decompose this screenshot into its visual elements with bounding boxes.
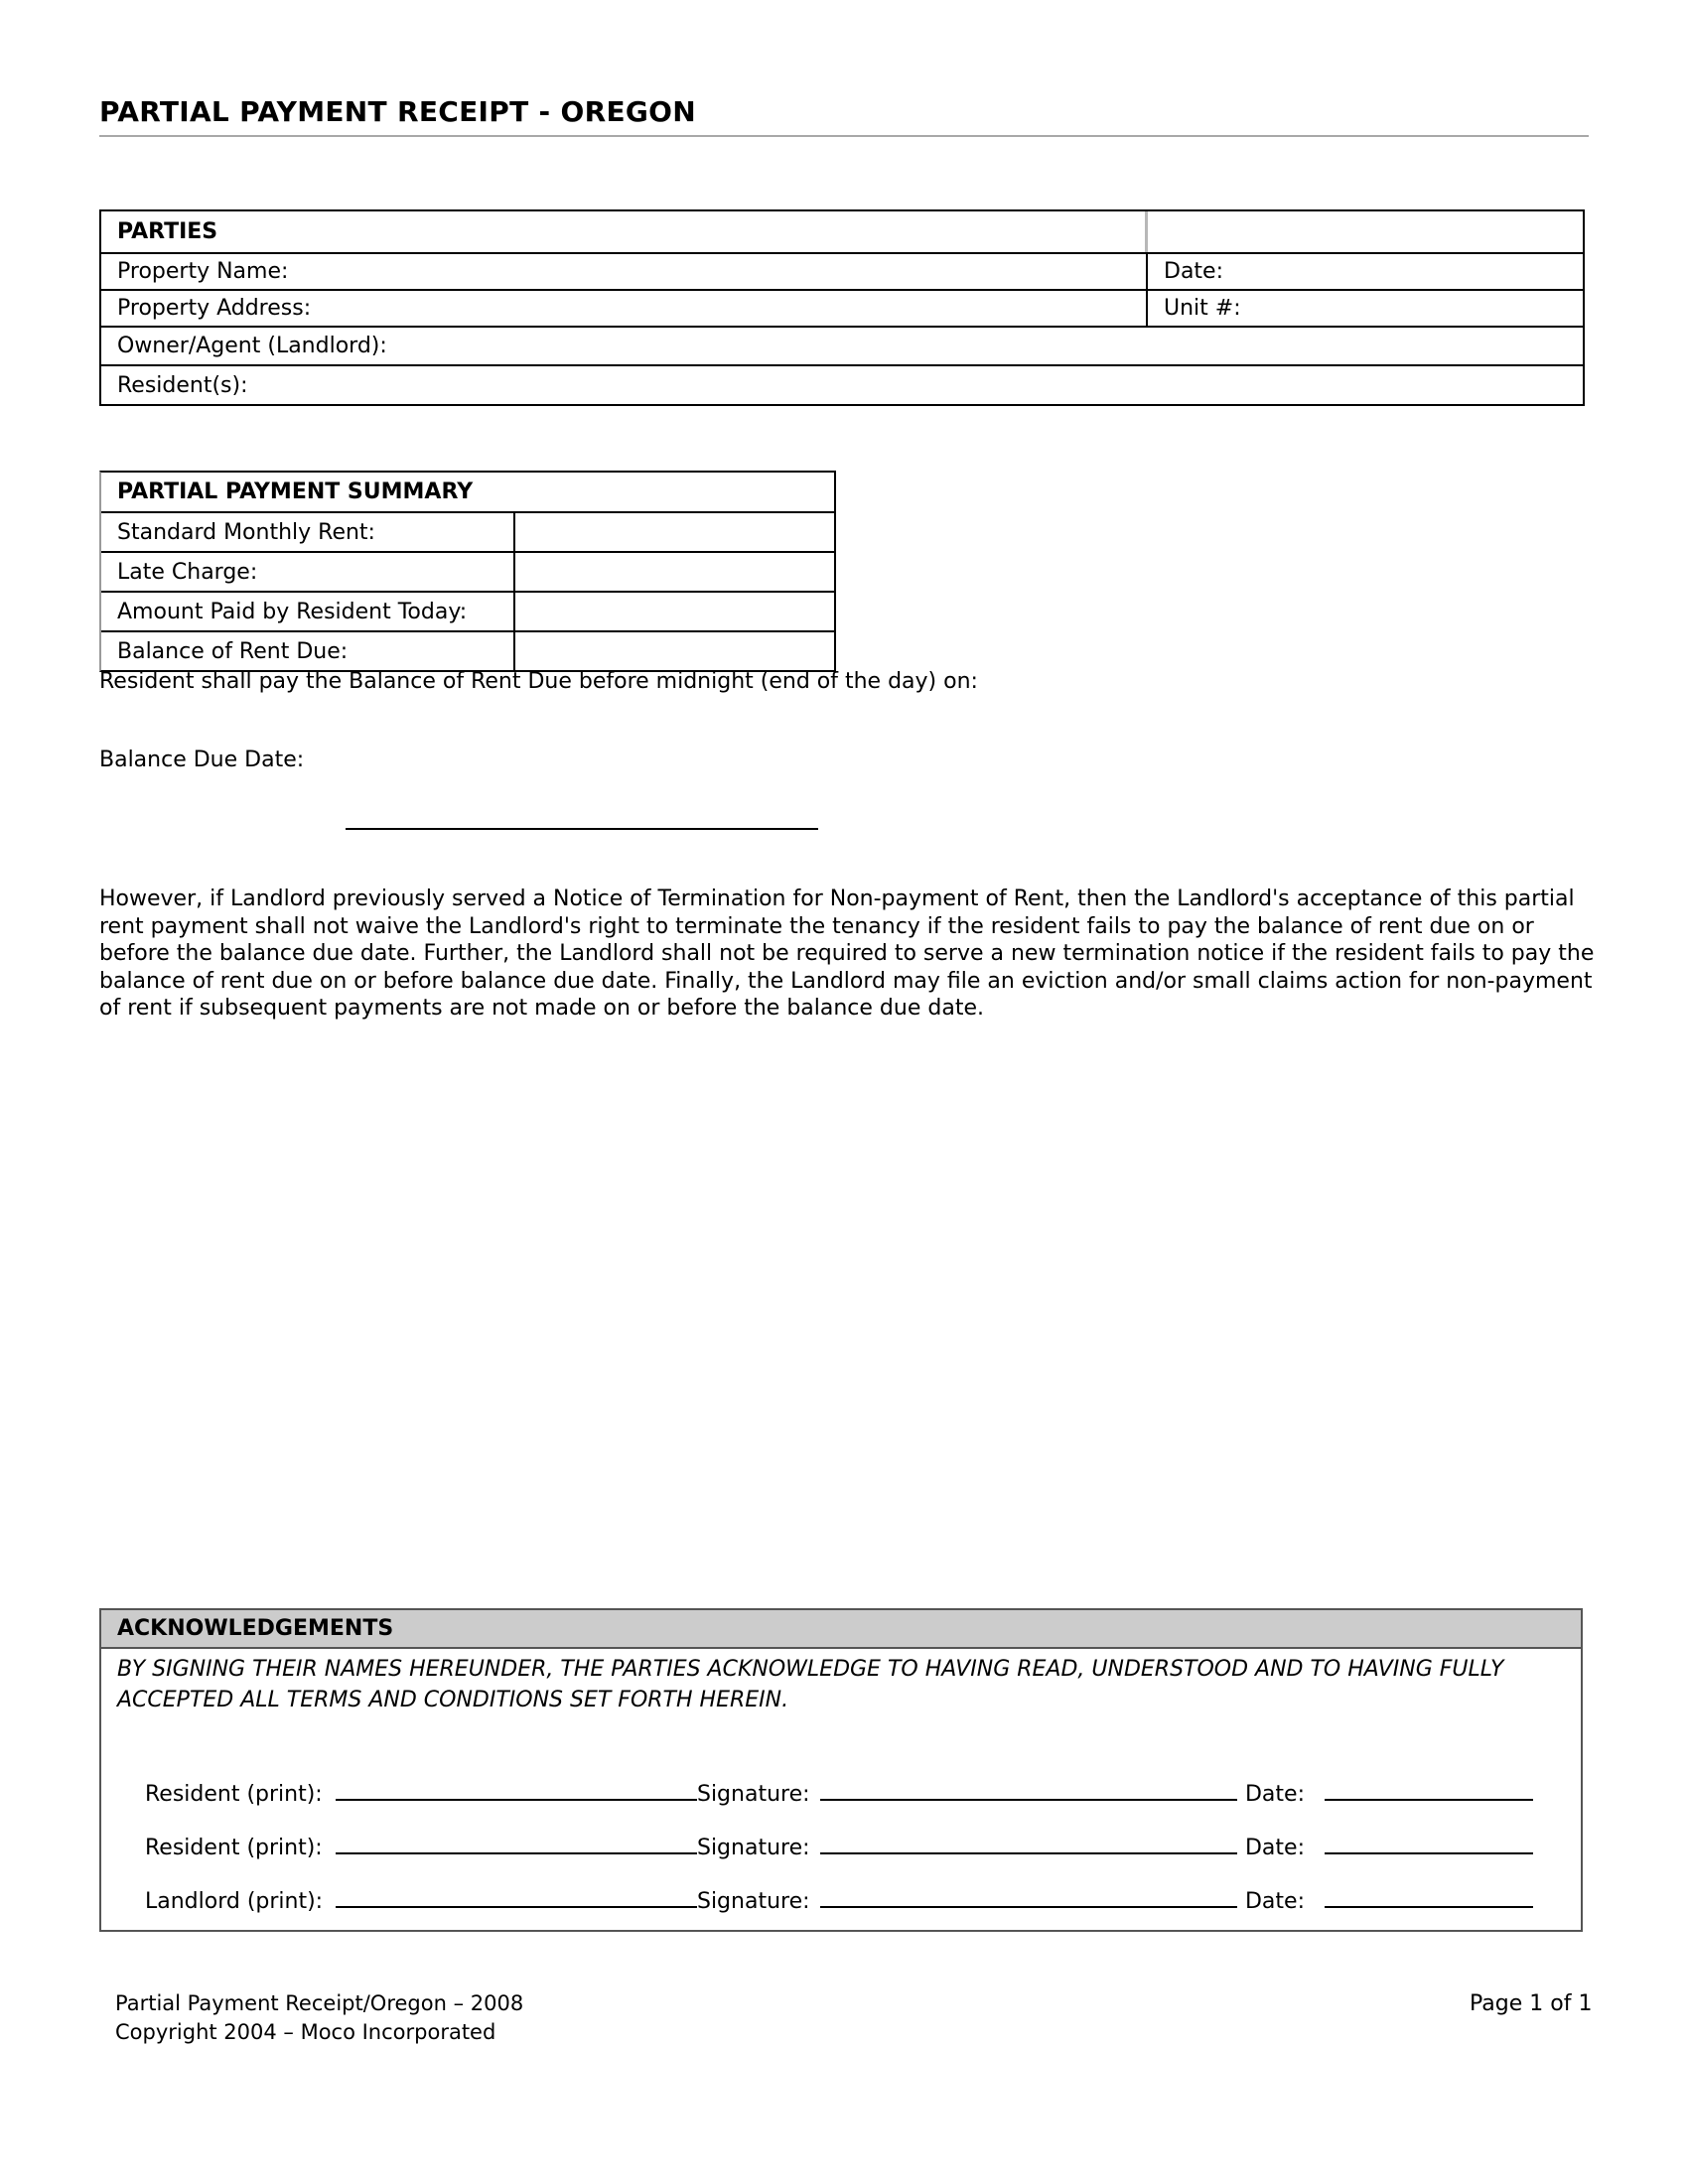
acknowledgement-statement: BY SIGNING THEIR NAMES HEREUNDER, THE PARTIES ACKNOWLEDGE TO HAVING READ, UNDERSTOOD AND TO HAVING FULLY ACCEPTED ALL TERMS AND CONDITIONS SET FORTH HEREIN.	[117, 1657, 1504, 1712]
resident-print-label: Resident (print):	[144, 1836, 323, 1860]
date-field[interactable]: Date:	[1164, 259, 1223, 284]
signature-label: Signature:	[696, 1836, 810, 1860]
parties-table	[99, 209, 1585, 406]
resident-print-label: Resident (print):	[144, 1782, 323, 1807]
property-address-row	[101, 289, 1583, 326]
footer-info	[115, 1989, 523, 2047]
title-divider	[99, 135, 1589, 137]
late-charge-label: Late Charge:	[101, 553, 515, 591]
owner-agent-field[interactable]: Owner/Agent (Landlord):	[117, 334, 387, 358]
summary-header: PARTIAL PAYMENT SUMMARY	[117, 479, 474, 504]
amount-paid-label: Amount Paid by Resident Today:	[101, 593, 515, 630]
date-label: Date:	[1244, 1889, 1305, 1914]
unit-field[interactable]: Unit #:	[1164, 296, 1241, 321]
parties-header: PARTIES	[101, 211, 1148, 252]
resident-date-line[interactable]	[1325, 1833, 1533, 1854]
parties-header-blank	[1148, 211, 1583, 252]
property-address-field[interactable]: Property Address:	[101, 291, 1148, 326]
late-charge-input[interactable]	[515, 553, 834, 591]
summary-row	[101, 551, 834, 591]
standard-monthly-rent-input[interactable]	[515, 513, 834, 551]
footer-form-name: Partial Payment Receipt/Oregon – 2008	[115, 1991, 524, 2015]
residents-row	[101, 364, 1583, 404]
landlord-signature-line[interactable]	[820, 1886, 1237, 1908]
amount-paid-input[interactable]	[515, 593, 834, 630]
footer-copyright: Copyright 2004 – Moco Incorporated	[115, 2020, 496, 2044]
balance-due-date-line[interactable]	[346, 828, 818, 830]
balance-due-label: Balance of Rent Due:	[101, 632, 515, 670]
parties-header-row	[101, 211, 1583, 252]
landlord-print-line[interactable]	[336, 1886, 697, 1908]
signature-label: Signature:	[696, 1782, 810, 1807]
page-number: Page 1 of 1	[1470, 1991, 1593, 2016]
property-name-row	[101, 252, 1583, 289]
balance-due-input[interactable]	[515, 632, 834, 670]
resident-signature-line[interactable]	[820, 1833, 1237, 1854]
summary-row	[101, 630, 834, 670]
standard-monthly-rent-label: Standard Monthly Rent:	[101, 513, 515, 551]
termination-paragraph: However, if Landlord previously served a Notice of Termination for Non-payment of Rent, then the Landlord's acceptance of this partial rent payment shall not waive the Landlord's right to terminate the tenancy if the resident fails to pay the balance of rent due on or before the balance due date. Further, the Landlord shall not be required to serve a new termination notice if the resident fails to pay the balance of rent due on or before balance due date. Finally, the Landlord may file an eviction and/or small claims action for non-payment of rent if subsequent payments are not made on or before the balance due date.	[99, 887, 1595, 1021]
payment-summary-table	[99, 471, 836, 672]
resident-print-line[interactable]	[336, 1779, 697, 1801]
summary-row	[101, 511, 834, 551]
document-title: PARTIAL PAYMENT RECEIPT - OREGON	[99, 95, 697, 128]
balance-instruction: Resident shall pay the Balance of Rent Due before midnight (end of the day) on:	[99, 669, 978, 694]
resident-print-line[interactable]	[336, 1833, 697, 1854]
balance-due-date-label: Balance Due Date:	[99, 748, 305, 772]
owner-row	[101, 326, 1583, 364]
acknowledgements-header: ACKNOWLEDGEMENTS	[101, 1610, 1581, 1649]
summary-header-row	[101, 473, 834, 511]
date-label: Date:	[1244, 1836, 1305, 1860]
resident-date-line[interactable]	[1325, 1779, 1533, 1801]
residents-field[interactable]: Resident(s):	[117, 372, 248, 398]
date-label: Date:	[1244, 1782, 1305, 1807]
resident-signature-line[interactable]	[820, 1779, 1237, 1801]
property-name-field[interactable]: Property Name:	[101, 254, 1148, 289]
acknowledgements-section	[99, 1608, 1583, 1932]
summary-row	[101, 591, 834, 630]
landlord-print-label: Landlord (print):	[144, 1889, 324, 1914]
landlord-date-line[interactable]	[1325, 1886, 1533, 1908]
signature-row	[117, 1861, 1533, 1939]
signature-label: Signature:	[696, 1889, 810, 1914]
